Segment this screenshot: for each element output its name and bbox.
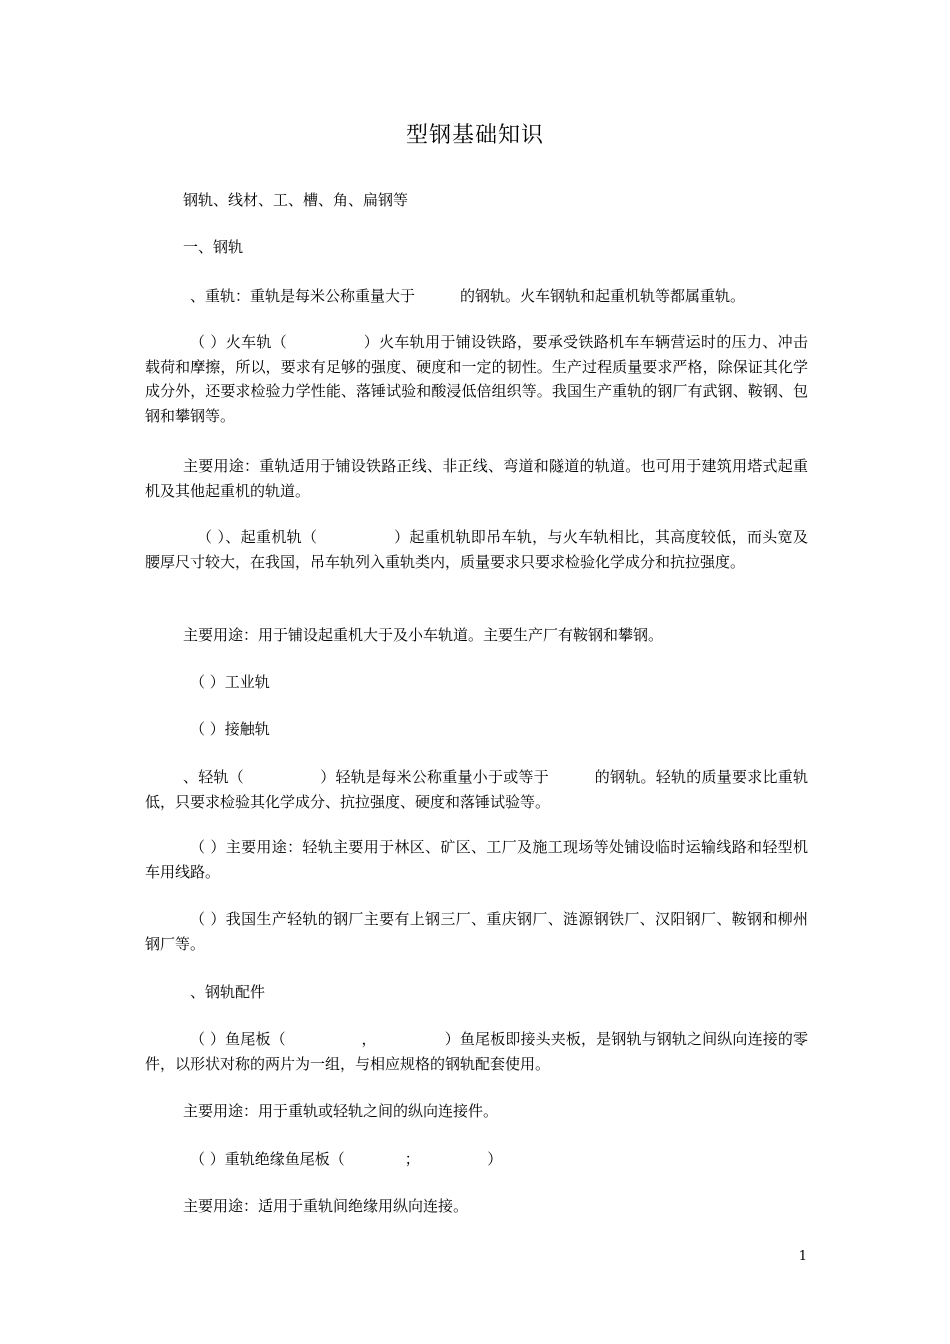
paragraph-intro: 钢轨、线材、工、槽、角、扁钢等 xyxy=(183,191,409,209)
paragraph-train-rail: （ ）火车轨（ ）火车轨用于铺设铁路，要承受铁路机车车辆营运时的压力、冲击载荷和摩擦，所以，要求有足够的强度、硬度和一定的韧性。生产过程质量要求严格，除保证其化学成分外，还要求检验力学性能、落锤试验和酸浸低倍组织等。我国生产重轨的钢厂有武钢、鞍钢、包钢和攀钢等。 xyxy=(145,333,808,425)
paragraph-fishplate: （ ）鱼尾板（ ， ）鱼尾板即接头夹板，是钢轨与钢轨之间纵向连接的零件，以形状对称的两片为一组，与相应规格的钢轨配套使用。 xyxy=(145,1030,808,1073)
section-heading-rail: 一、钢轨 xyxy=(183,238,244,256)
page-title: 型钢基础知识 xyxy=(405,123,544,148)
paragraph-contact-rail: （ ）接触轨 xyxy=(190,720,270,738)
paragraph-heavy-rail-usage: 主要用途：重轨适用于铺设铁路正线、非正线、弯道和隧道的轨道。也可用于建筑用塔式起重机及其他起重机的轨道。 xyxy=(145,457,808,500)
paragraph-insulated-fishplate: （ ）重轨绝缘鱼尾板（ ； ） xyxy=(190,1150,503,1168)
paragraph-crane-rail: （ ）、起重机轨（ ）起重机轨即吊车轨，与火车轨相比，其高度较低，而头宽及腰厚尺寸较大，在我国，吊车轨列入重轨类内，质量要求只要求检验化学成分和抗拉强度。 xyxy=(145,528,808,571)
paragraph-light-rail-usage: （ ）主要用途：轻轨主要用于林区、矿区、工厂及施工现场等处铺设临时运输线路和轻型机车用线路。 xyxy=(145,838,808,881)
section-heading-rail-fittings: 、钢轨配件 xyxy=(190,983,266,1001)
paragraph-industrial-rail: （ ）工业轨 xyxy=(190,673,270,691)
paragraph-heavy-rail: 、重轨：重轨是每米公称重量大于 的钢轨。火车钢轨和起重机轨等都属重轨。 xyxy=(190,287,746,305)
paragraph-light-rail-producers: （ ）我国生产轻轨的钢厂主要有上钢三厂、重庆钢厂、涟源钢铁厂、汉阳钢厂、鞍钢和柳州钢厂等。 xyxy=(145,910,808,953)
paragraph-fishplate-usage: 主要用途：用于重轨或轻轨之间的纵向连接件。 xyxy=(183,1102,499,1120)
paragraph-insulated-fishplate-usage: 主要用途：适用于重轨间绝缘用纵向连接。 xyxy=(183,1197,469,1215)
paragraph-light-rail: 、轻轨（ ）轻轨是每米公称重量小于或等于 的钢轨。轻轨的质量要求比重轨低，只要求检验其化学成分、抗拉强度、硬度和落锤试验等。 xyxy=(145,768,808,811)
page-number: 1 xyxy=(798,1249,807,1264)
paragraph-crane-rail-usage: 主要用途：用于铺设起重机大于及小车轨道。主要生产厂有鞍钢和攀钢。 xyxy=(183,626,664,644)
